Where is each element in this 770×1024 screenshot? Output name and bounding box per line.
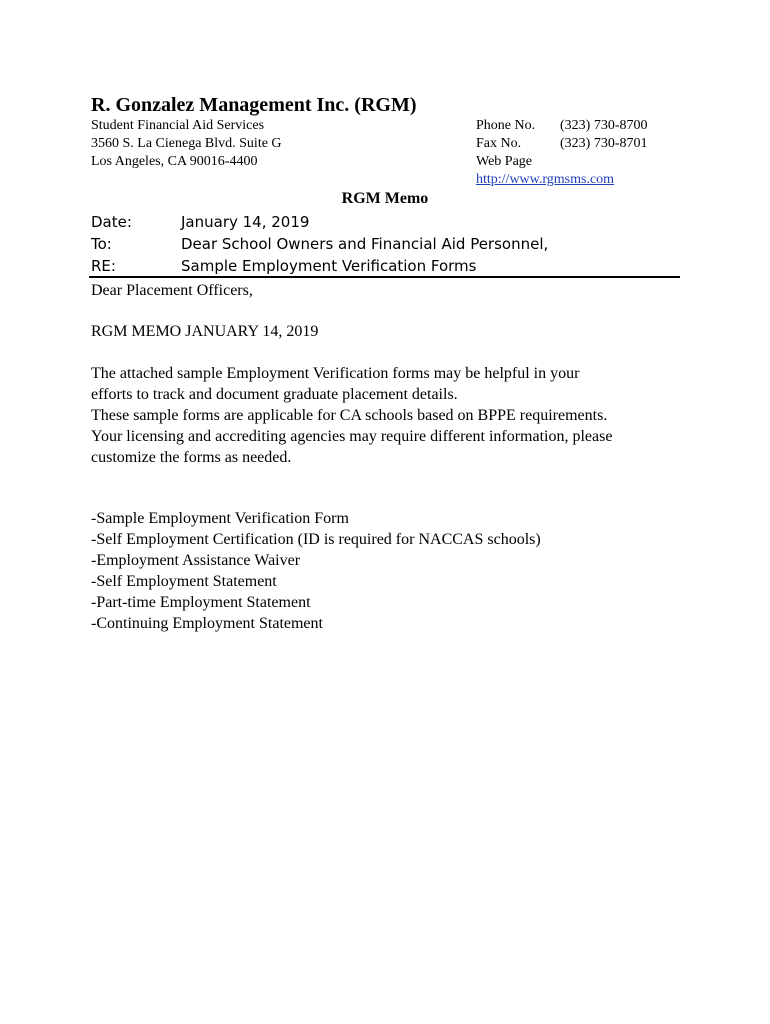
header-divider bbox=[89, 276, 680, 278]
web-label: Web Page bbox=[476, 154, 533, 169]
list-item: -Employment Assistance Waiver bbox=[91, 552, 301, 569]
phone-row bbox=[476, 117, 648, 135]
address-line: Student Financial Aid Services bbox=[91, 118, 265, 133]
body-paragraph bbox=[91, 363, 681, 468]
re-row bbox=[91, 255, 548, 277]
address-line: Los Angeles, CA 90016-4400 bbox=[91, 154, 258, 169]
memo-title: RGM Memo bbox=[341, 190, 429, 207]
web-label-row bbox=[476, 153, 648, 171]
list-item: -Continuing Employment Statement bbox=[91, 615, 323, 632]
form-list bbox=[91, 508, 541, 634]
phone-value: (323) 730-8700 bbox=[560, 118, 648, 133]
fax-row bbox=[476, 135, 648, 153]
list-item: -Self Employment Certification (ID is required for NACCAS schools) bbox=[91, 531, 541, 548]
memo-reference-line: RGM MEMO JANUARY 14, 2019 bbox=[91, 323, 319, 340]
memo-header-fields bbox=[91, 211, 548, 277]
fax-label: Fax No. bbox=[476, 136, 522, 151]
company-address bbox=[91, 117, 282, 171]
web-url-row bbox=[476, 171, 648, 189]
list-item: -Self Employment Statement bbox=[91, 573, 277, 590]
list-item: -Part-time Employment Statement bbox=[91, 594, 311, 611]
paragraph-line: These sample forms are applicable for CA schools based on BPPE requirements. bbox=[91, 407, 608, 424]
company-name: R. Gonzalez Management Inc. (RGM) bbox=[91, 94, 417, 116]
to-label: To: bbox=[91, 235, 112, 253]
to-value: Dear School Owners and Financial Aid Personnel, bbox=[181, 235, 549, 253]
list-item: -Sample Employment Verification Form bbox=[91, 510, 349, 527]
paragraph-line: Your licensing and accrediting agencies may require different information, please bbox=[91, 428, 613, 445]
web-link[interactable]: http://www.rgmsms.com bbox=[476, 172, 615, 187]
re-label: RE: bbox=[91, 257, 116, 275]
greeting: Dear Placement Officers, bbox=[91, 282, 253, 299]
to-row bbox=[91, 233, 548, 255]
contact-block bbox=[476, 117, 648, 189]
address-line: 3560 S. La Cienega Blvd. Suite G bbox=[91, 136, 282, 151]
re-value: Sample Employment Verification Forms bbox=[181, 257, 477, 275]
phone-label: Phone No. bbox=[476, 118, 536, 133]
fax-value: (323) 730-8701 bbox=[560, 136, 648, 151]
paragraph-line: customize the forms as needed. bbox=[91, 449, 292, 466]
paragraph-line: efforts to track and document graduate placement details. bbox=[91, 386, 458, 403]
date-label: Date: bbox=[91, 213, 132, 231]
paragraph-line: The attached sample Employment Verification forms may be helpful in your bbox=[91, 365, 580, 382]
date-row bbox=[91, 211, 548, 233]
date-value: January 14, 2019 bbox=[181, 213, 310, 231]
